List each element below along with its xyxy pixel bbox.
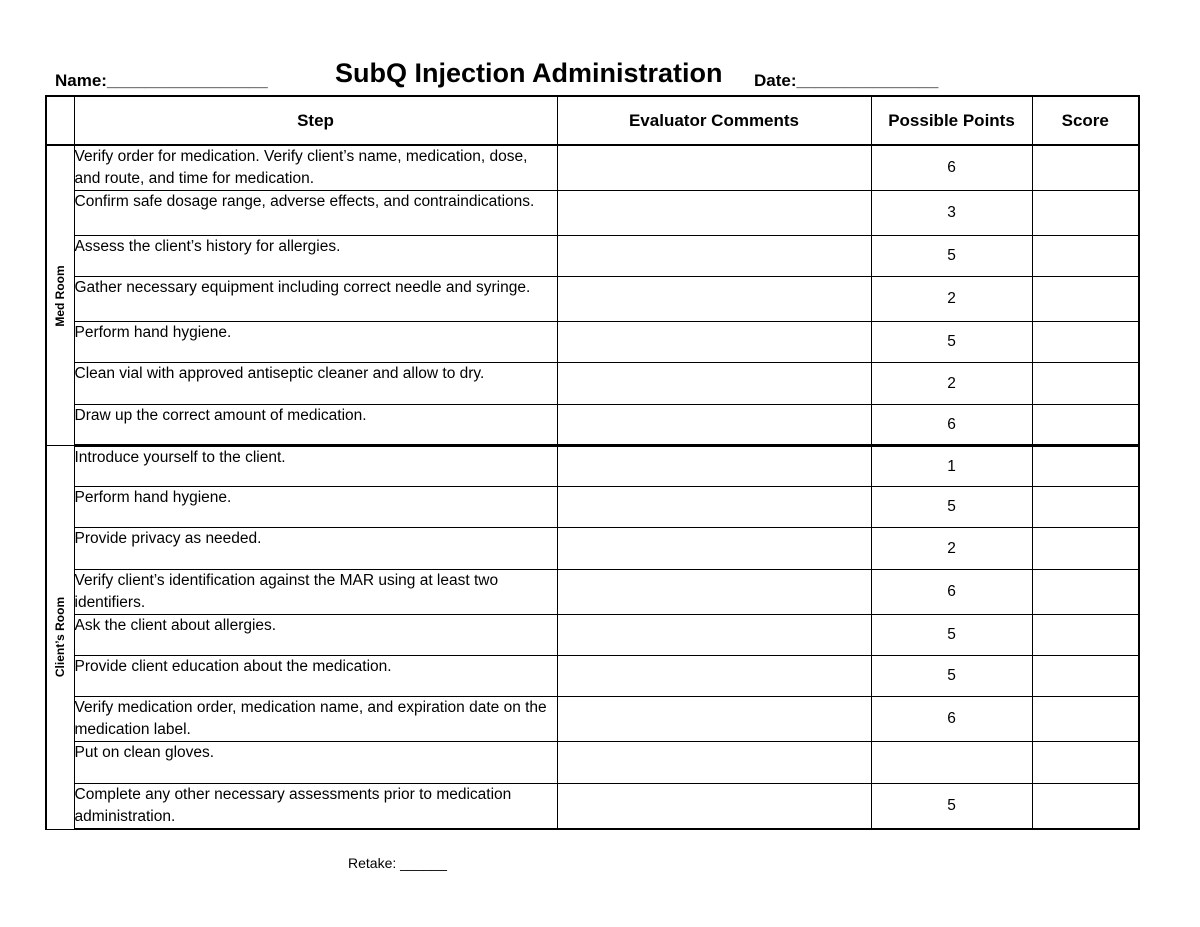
section-label-clients-room: Client’s Room [53,597,68,678]
evaluator-comments-cell[interactable] [557,697,871,742]
possible-points-cell: 6 [871,697,1032,742]
step-cell: Verify client’s identification against the MAR using at least two identifiers. [74,570,557,615]
evaluator-comments-cell[interactable] [557,570,871,615]
evaluator-comments-cell[interactable] [557,236,871,277]
possible-points-cell: 2 [871,277,1032,322]
form-title: SubQ Injection Administration [335,58,723,88]
possible-points-cell: 1 [871,446,1032,487]
step-column-header: Step [74,96,557,145]
step-cell: Complete any other necessary assessments prior to medication administration. [74,784,557,830]
score-cell[interactable] [1032,570,1139,615]
possible-points-cell: 6 [871,145,1032,191]
evaluator-comments-cell[interactable] [557,487,871,528]
score-cell[interactable] [1032,528,1139,570]
evaluator-comments-cell[interactable] [557,405,871,446]
table-row [46,615,1139,656]
possible-points-cell: 5 [871,656,1032,697]
possible-points-cell [871,742,1032,784]
step-cell: Gather necessary equipment including correct needle and syringe. [74,277,557,322]
retake-field-label: Retake: ______ [348,855,447,871]
possible-points-cell: 5 [871,487,1032,528]
evaluator-comments-cell[interactable] [557,277,871,322]
skills-checklist-table [45,95,1140,830]
evaluator-comments-cell[interactable] [557,615,871,656]
table-row [46,145,1139,191]
table-header-row [46,96,1139,145]
evaluator-comments-cell[interactable] [557,528,871,570]
table-row [46,191,1139,236]
section-column-header [46,96,74,145]
step-cell: Provide client education about the medication. [74,656,557,697]
step-cell: Perform hand hygiene. [74,487,557,528]
table-row [46,697,1139,742]
score-cell[interactable] [1032,742,1139,784]
form-header [55,58,1155,96]
section-cell-med-room [46,145,74,446]
date-field-label: Date:_______________ [754,71,939,90]
step-cell: Perform hand hygiene. [74,322,557,363]
score-cell[interactable] [1032,446,1139,487]
table-row [46,528,1139,570]
score-cell[interactable] [1032,405,1139,446]
possible-points-cell: 5 [871,236,1032,277]
step-cell: Draw up the correct amount of medication. [74,405,557,446]
score-cell[interactable] [1032,487,1139,528]
table-row [46,322,1139,363]
score-cell[interactable] [1032,236,1139,277]
possible-points-cell: 5 [871,322,1032,363]
evaluator-comments-cell[interactable] [557,784,871,830]
evaluator-comments-cell[interactable] [557,656,871,697]
table-row [46,277,1139,322]
score-cell[interactable] [1032,145,1139,191]
table-row [46,656,1139,697]
table-body [46,145,1139,829]
step-cell: Confirm safe dosage range, adverse effects, and contraindications. [74,191,557,236]
section-cell-clients-room [46,446,74,830]
possible-points-cell: 6 [871,570,1032,615]
table-row [46,487,1139,528]
table-row [46,236,1139,277]
score-cell[interactable] [1032,191,1139,236]
possible-points-cell: 5 [871,784,1032,830]
score-column-header: Score [1032,96,1139,145]
possible-points-cell: 3 [871,191,1032,236]
score-cell[interactable] [1032,697,1139,742]
possible-points-column-header: Possible Points [871,96,1032,145]
evaluator-comments-cell[interactable] [557,363,871,405]
table-row [46,742,1139,784]
evaluator-comments-cell[interactable] [557,322,871,363]
possible-points-cell: 2 [871,528,1032,570]
step-cell: Put on clean gloves. [74,742,557,784]
table-row [46,405,1139,446]
possible-points-cell: 5 [871,615,1032,656]
table-row [46,446,1139,487]
step-cell: Introduce yourself to the client. [74,446,557,487]
evaluator-comments-cell[interactable] [557,191,871,236]
table-row [46,363,1139,405]
step-cell: Assess the client’s history for allergies. [74,236,557,277]
step-cell: Verify medication order, medication name, and expiration date on the medication label. [74,697,557,742]
score-cell[interactable] [1032,322,1139,363]
name-field-label: Name:_________________ [55,71,268,90]
step-cell: Provide privacy as needed. [74,528,557,570]
possible-points-cell: 2 [871,363,1032,405]
table-row [46,570,1139,615]
score-cell[interactable] [1032,784,1139,830]
score-cell[interactable] [1032,615,1139,656]
step-cell: Ask the client about allergies. [74,615,557,656]
evaluator-comments-cell[interactable] [557,145,871,191]
step-cell: Verify order for medication. Verify client’s name, medication, dose, and route, and time for medication. [74,145,557,191]
evaluator-comments-column-header: Evaluator Comments [557,96,871,145]
evaluator-comments-cell[interactable] [557,446,871,487]
evaluator-comments-cell[interactable] [557,742,871,784]
section-label-med-room: Med Room [53,264,68,327]
step-cell: Clean vial with approved antiseptic cleaner and allow to dry. [74,363,557,405]
score-cell[interactable] [1032,656,1139,697]
table-row [46,784,1139,830]
score-cell[interactable] [1032,277,1139,322]
score-cell[interactable] [1032,363,1139,405]
possible-points-cell: 6 [871,405,1032,446]
